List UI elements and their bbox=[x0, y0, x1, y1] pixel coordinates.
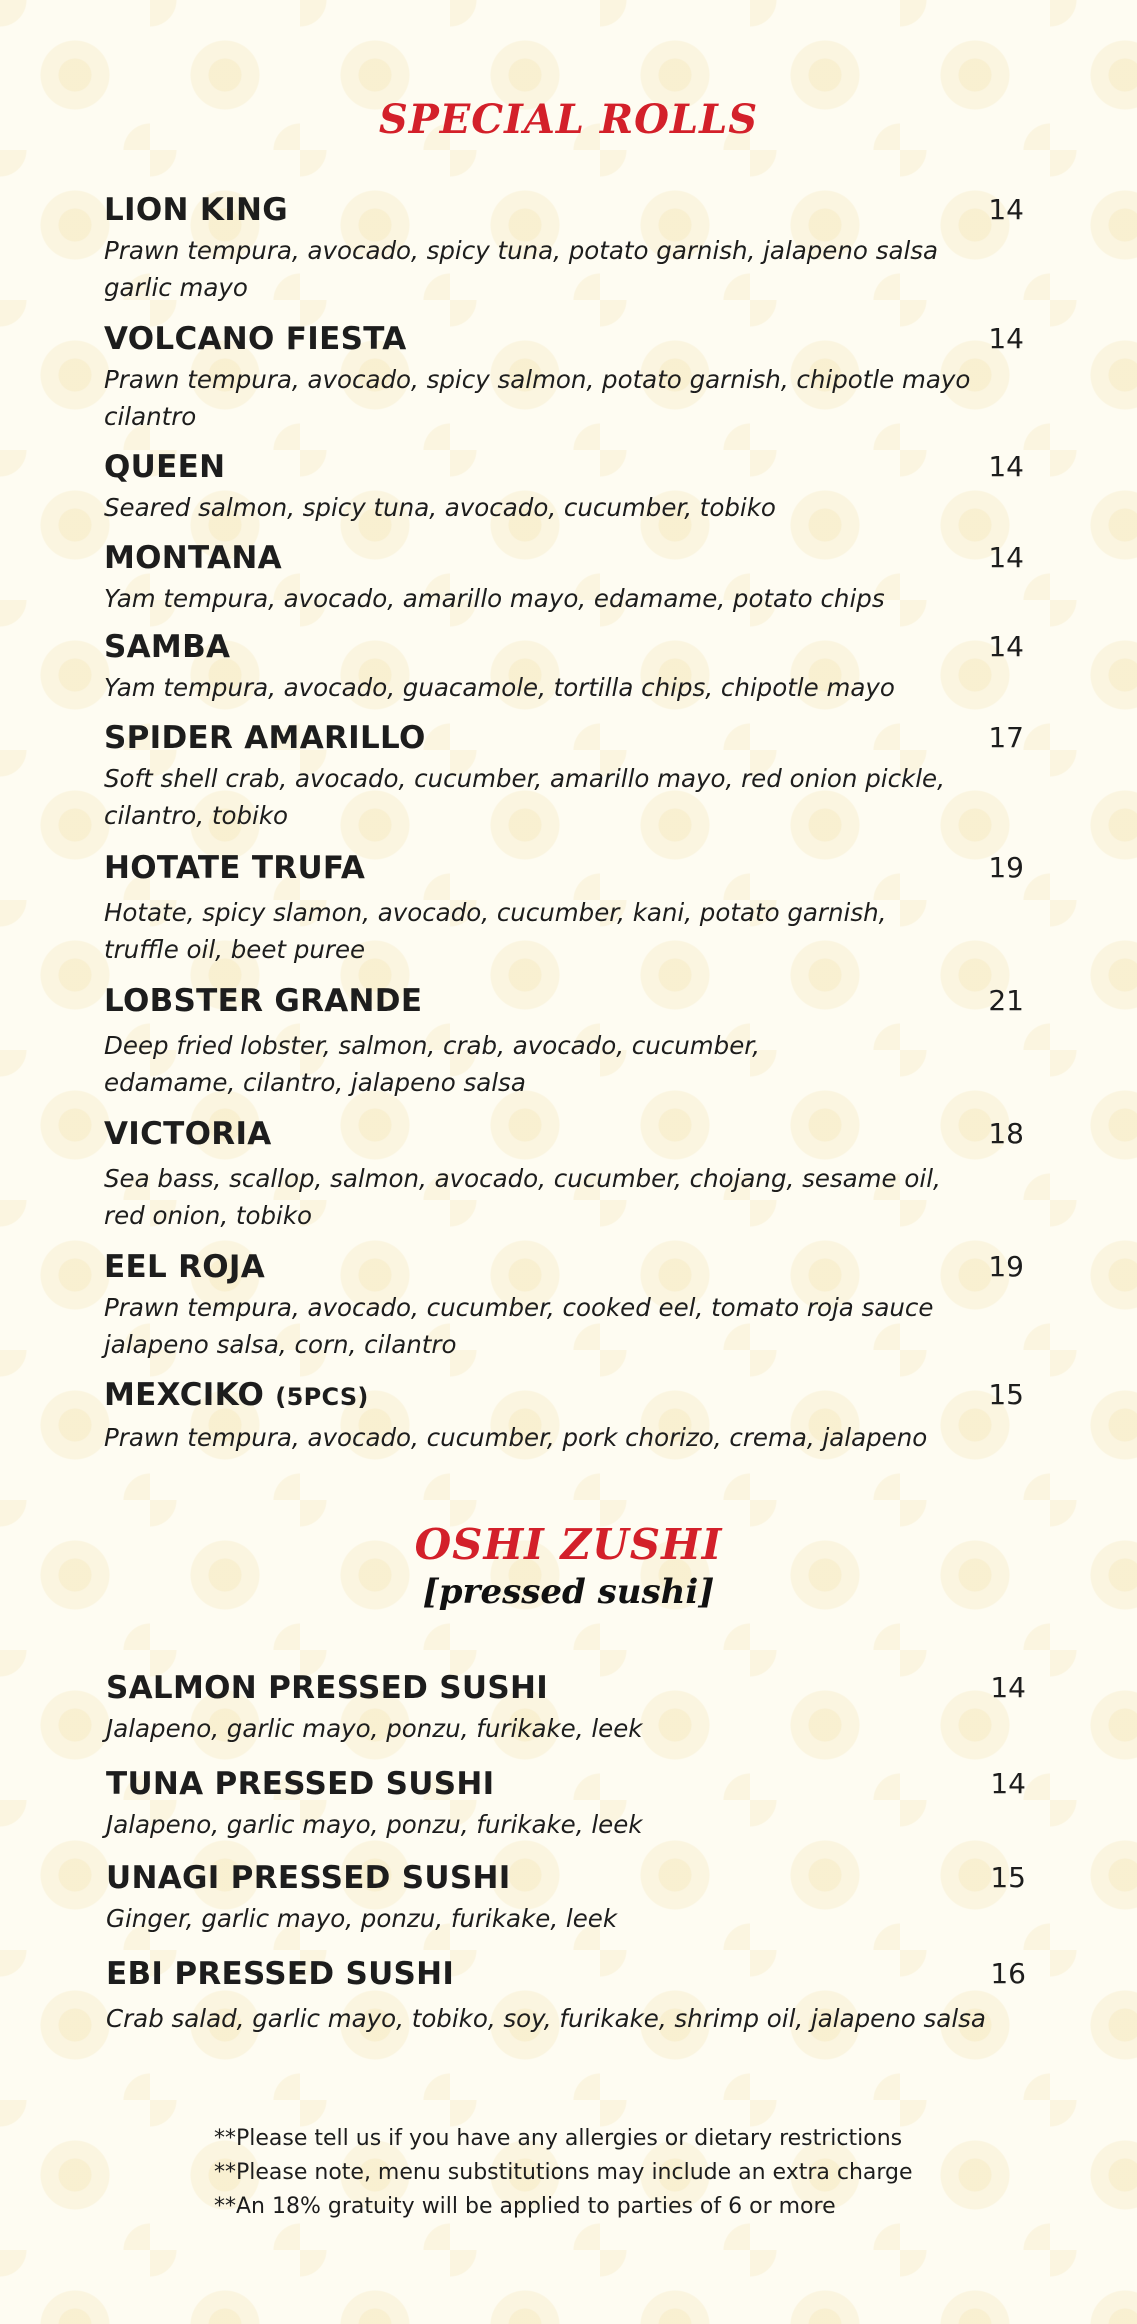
menu-item-tuna-pressed-sushi bbox=[106, 1764, 1026, 1843]
item-name: TUNA PRESSED SUSHI bbox=[106, 1766, 495, 1802]
item-description: cilantro, tobiko bbox=[104, 801, 289, 830]
item-description: truffle oil, beet puree bbox=[104, 935, 366, 964]
menu-item-volcano-fiesta bbox=[104, 319, 1024, 435]
item-description: Deep fried lobster, salmon, crab, avocado, cucumber, bbox=[104, 1031, 760, 1060]
item-price: 19 bbox=[988, 851, 1024, 884]
item-description: Seared salmon, spicy tuna, avocado, cucumber, tobiko bbox=[104, 493, 776, 522]
item-name: SALMON PRESSED SUSHI bbox=[106, 1670, 549, 1706]
note-gratuity: **An 18% gratuity will be applied to parties of 6 or more bbox=[214, 2194, 836, 2219]
item-price: 16 bbox=[990, 1957, 1026, 1990]
item-price: 14 bbox=[990, 1767, 1026, 1800]
item-description: Prawn tempura, avocado, spicy tuna, potato garnish, jalapeno salsa bbox=[104, 236, 939, 265]
menu-item-salmon-pressed-sushi bbox=[106, 1668, 1026, 1747]
item-name: VICTORIA bbox=[104, 1116, 272, 1152]
oshi-zushi-subtitle: [pressed sushi] bbox=[422, 1572, 715, 1612]
item-description: cilantro bbox=[104, 402, 197, 431]
special-rolls-title: SPECIAL ROLLS bbox=[378, 96, 759, 143]
item-name: SAMBA bbox=[104, 629, 231, 665]
item-description: Ginger, garlic mayo, ponzu, furikake, leek bbox=[106, 1904, 618, 1933]
item-name: QUEEN bbox=[104, 449, 226, 485]
item-description: Prawn tempura, avocado, cucumber, pork chorizo, crema, jalapeno bbox=[104, 1423, 928, 1452]
item-description: red onion, tobiko bbox=[104, 1201, 313, 1230]
menu-item-samba bbox=[104, 627, 1024, 706]
item-price: 14 bbox=[988, 541, 1024, 574]
item-price: 14 bbox=[988, 450, 1024, 483]
item-description: edamame, cilantro, jalapeno salsa bbox=[104, 1068, 526, 1097]
item-description: Prawn tempura, avocado, spicy salmon, potato garnish, chipotle mayo bbox=[104, 365, 971, 394]
menu-item-mexciko bbox=[104, 1375, 1024, 1456]
menu-item-lobster-grande bbox=[104, 981, 1024, 1101]
item-description: Jalapeno, garlic mayo, ponzu, furikake, leek bbox=[106, 1810, 643, 1839]
item-price: 14 bbox=[990, 1671, 1026, 1704]
item-name: MONTANA bbox=[104, 540, 282, 576]
item-name bbox=[104, 1375, 1024, 1417]
menu-item-ebi-pressed-sushi bbox=[106, 1954, 1026, 2037]
item-name: SPIDER AMARILLO bbox=[104, 720, 426, 756]
item-price: 15 bbox=[990, 1861, 1026, 1894]
menu-item-unagi-pressed-sushi bbox=[106, 1858, 1026, 1937]
item-name: LION KING bbox=[104, 192, 289, 228]
item-price: 19 bbox=[988, 1250, 1024, 1283]
menu-item-spider-amarillo bbox=[104, 718, 1024, 834]
item-price: 14 bbox=[988, 630, 1024, 663]
item-description: Hotate, spicy slamon, avocado, cucumber, kani, potato garnish, bbox=[104, 898, 887, 927]
item-description: Sea bass, scallop, salmon, avocado, cucumber, chojang, sesame oil, bbox=[104, 1164, 941, 1193]
item-price: 14 bbox=[988, 322, 1024, 355]
menu-item-montana bbox=[104, 538, 1024, 617]
item-price: 15 bbox=[988, 1378, 1024, 1411]
oshi-zushi-title: OSHI ZUSHI bbox=[414, 1520, 723, 1569]
menu-item-victoria bbox=[104, 1114, 1024, 1234]
menu-item-hotate-trufa bbox=[104, 848, 1024, 968]
item-name: HOTATE TRUFA bbox=[104, 850, 366, 886]
menu-notes bbox=[214, 2122, 913, 2224]
item-description: garlic mayo bbox=[104, 273, 248, 302]
item-name: EEL ROJA bbox=[104, 1249, 266, 1285]
item-description: jalapeno salsa, corn, cilantro bbox=[104, 1330, 457, 1359]
item-description: Prawn tempura, avocado, cucumber, cooked eel, tomato roja sauce bbox=[104, 1293, 934, 1322]
item-name: EBI PRESSED SUSHI bbox=[106, 1956, 455, 1992]
item-name: UNAGI PRESSED SUSHI bbox=[106, 1860, 511, 1896]
note-allergies: **Please tell us if you have any allergies or dietary restrictions bbox=[214, 2126, 903, 2151]
item-name-suffix: (5PCS) bbox=[275, 1383, 369, 1411]
item-description: Yam tempura, avocado, amarillo mayo, edamame, potato chips bbox=[104, 584, 885, 613]
item-description: Jalapeno, garlic mayo, ponzu, furikake, leek bbox=[106, 1714, 643, 1743]
item-name: LOBSTER GRANDE bbox=[104, 983, 423, 1019]
item-description: Yam tempura, avocado, guacamole, tortilla chips, chipotle mayo bbox=[104, 673, 895, 702]
menu-item-lion-king bbox=[104, 190, 1024, 306]
item-description: Soft shell crab, avocado, cucumber, amarillo mayo, red onion pickle, bbox=[104, 764, 945, 793]
item-price: 14 bbox=[988, 193, 1024, 226]
item-price: 18 bbox=[988, 1117, 1024, 1150]
item-price: 17 bbox=[988, 721, 1024, 754]
item-name-text: MEXCIKO bbox=[104, 1377, 265, 1413]
item-price: 21 bbox=[988, 984, 1024, 1017]
menu-item-queen bbox=[104, 447, 1024, 526]
note-substitutions: **Please note, menu substitutions may include an extra charge bbox=[214, 2160, 913, 2185]
item-name: VOLCANO FIESTA bbox=[104, 321, 407, 357]
item-description: Crab salad, garlic mayo, tobiko, soy, furikake, shrimp oil, jalapeno salsa bbox=[106, 2004, 986, 2033]
menu-item-eel-roja bbox=[104, 1247, 1024, 1363]
